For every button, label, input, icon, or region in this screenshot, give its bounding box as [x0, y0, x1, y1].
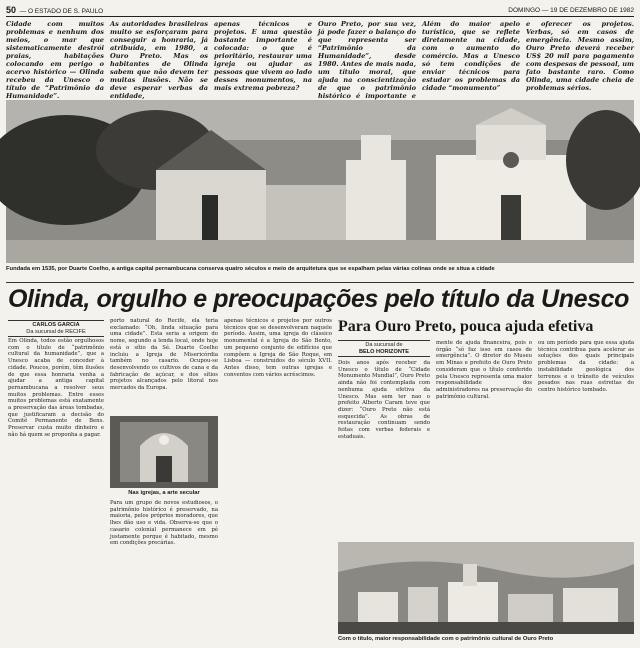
olinda-panorama-photo — [6, 100, 634, 263]
byline-bh-bureau: BELO HORIZONTE — [358, 348, 410, 355]
page-header — [6, 4, 634, 17]
body-column-8: ou um período para que essa ajuda técnica contribua para acelerar as soluções dos quais principais problemas da cidade: a instabilidade geológica dos terrenos e o trânsito de veículos pesados nas ruas estreitas do centro histórico tombado. — [538, 340, 634, 393]
body-column-6: Dois anos após receber da Unesco o título de “Cidade Monumento Mundial”, Ouro Preto ainda não foi contemplada com nenhuma ajuda efetiva da Unesco. Mas sem ter nao o prefeito Alberto Caram teve que dizer: “Ouro Preto não está esquecida”. As obras de restauração continuam sendo feitas com verbas federais e estaduais. — [338, 360, 430, 440]
byline-recife-bureau: Da sucursal de RECIFE — [26, 328, 86, 335]
body-column-4: Para um grupo de novos estudiosos, o patrimônio histórico é preservado, na maioria, pelos próprios moradores, que lhes dão uso e vida. Observa-se que o casario colonial permanece em pé justamente porque é habitado, mesmo em condições precárias. — [110, 500, 218, 547]
masthead-left: 50 — O ESTADO DE S. PAULO — [6, 5, 104, 15]
lead-column-5: Além do maior apelo turístico, que se reflete diretamente na cidade, com o aumento do comércio. Mas a Unesco só tem condições de enviar técnicos para estudar os problemas da cidade “monumento” — [422, 20, 520, 92]
byline-bh-prefix: Da sucursal de — [365, 342, 403, 348]
lead-column-3: apenas técnicos e projetos. E uma questão bastante importante é colocada: o que é prioritário, restaurar uma igreja ou ajudar as pessoas que vivem ao lado desses monumentos, na mais extrema pobreza? — [214, 20, 312, 92]
newspaper-name: O ESTADO DE S. PAULO — [27, 8, 104, 15]
lead-column-2: As autoridades brasileiras muito se esforçaram para conseguir a honraria, já atribuída, em 1980, a Ouro Preto. Mas os habitantes de Olinda sabem que não devem ter muitas ilusões. Não se deve esperar verbas da entidade, — [110, 20, 208, 100]
olinda-panorama-illustration — [6, 100, 634, 263]
main-headline: Olinda, orgulho e preocupações pelo título da Unesco — [8, 285, 629, 313]
lead-column-1: Cidade com muitos problemas e nenhum dos meios, o mar que sistematicamente destrói praias, habitações colocando em perigo o acervo histórico — Olinda recebeu da Unesco o título de “Patrimônio da Humanidade”. — [6, 20, 104, 100]
ouro-preto-illustration — [338, 542, 634, 634]
body-column-3: apenas técnicos e projetos por outros técnicos que se desenvolveram naquele período. Assim, uma igreja do clássico monumental é a Igreja do São Bento, um pequeno conjunto de edifícios que compõem a Igreja de São Roque, em Lisboa — construídos do século XVII. Antes disso, tem outras igrejas e conventos com vários acréscimos. — [224, 318, 332, 378]
body-column-1: Em Olinda, todos estão orgulhosos com o título de “patrimônio cultural da humanidade”, que a Unesco acaba de conceder à cidade. Poucos, porém, têm ilusões de que essa honraria venha a ajudar a antiga capital pernambucana a resolver seus muitos problemas. Entre esses muitos problemas está exatamente a preservação das áreas tombadas, que justificaram a decisão do Comitê Permanente de Bens. Preservar custa muito dinheiro e não há quem se proponha a pagar. — [8, 338, 104, 438]
byline-belo-horizonte — [338, 340, 430, 357]
church-interior-illustration — [110, 416, 218, 488]
lead-column-4: Ouro Preto, por sua vez, já pode fazer o balanço do que representa ser “Patrimônio da Humanidade”, desde 1980. Antes de mais nada, um título moral, que ajuda na conscientização de que o patrimônio histórico é importante e — [318, 20, 416, 100]
bottom-photo-caption: Com o título, maior responsabilidade com o patrimônio cultural de Ouro Preto — [338, 636, 554, 642]
page-number: 50 — [6, 5, 17, 15]
byline-recife-name: CARLOS GARCIA — [32, 322, 80, 328]
body-column-2: porto natural do Recife, ela teria exclamado: “Oh, linda situação para uma cidade”. Esta seria a origem do nome, segundo a lenda local, onde hoje está o sítio da Sé. Duarte Coelho incluiu a Igreja de Misericórdia também no casario. Ocupou-se desenvolvendo os cultivos de cana e da fabricação de açúcar, e dos sítios projetos alcançados pelo litoral nos mercados da Europa. — [110, 318, 218, 392]
byline-recife — [8, 320, 104, 337]
ouro-preto-subheadline: Para Ouro Preto, pouca ajuda efetiva — [338, 318, 594, 335]
issue-date: DOMINGO — 19 DE DEZEMBRO DE 1982 — [508, 6, 634, 14]
top-photo-caption: Fundada em 1535, por Duarte Coelho, a antiga capital pernambucana conserva quatro séculos e meio de arquitetura que se espalham pelas várias colinas onde se situa a cidade — [6, 266, 495, 272]
headline-rule — [6, 282, 634, 283]
lead-column-6: e oferecer os projetos. Verbas, só em casos de emergência. Mesmo assim, Ouro Preto deverá receber US$ 20 mil para pagamento com despesas de pessoal, um fato bastante raro. Como Olinda, uma cidade cheia de problemas sérios. — [526, 20, 634, 92]
body-column-7: mente de ajuda financeira, pois o órgão “só faz isso em casos de emergência”. O diretor do Museu em Minas e prefeito de Ouro Preto consideram que o título conferido pela Unesco representa uma maior responsabilidade dos administradores na preservação do patrimônio cultural. — [436, 340, 532, 400]
church-interior-photo — [110, 416, 218, 488]
ouro-preto-photo — [338, 542, 634, 634]
mid-photo-caption: Nas igrejas, a arte secular — [128, 490, 200, 496]
